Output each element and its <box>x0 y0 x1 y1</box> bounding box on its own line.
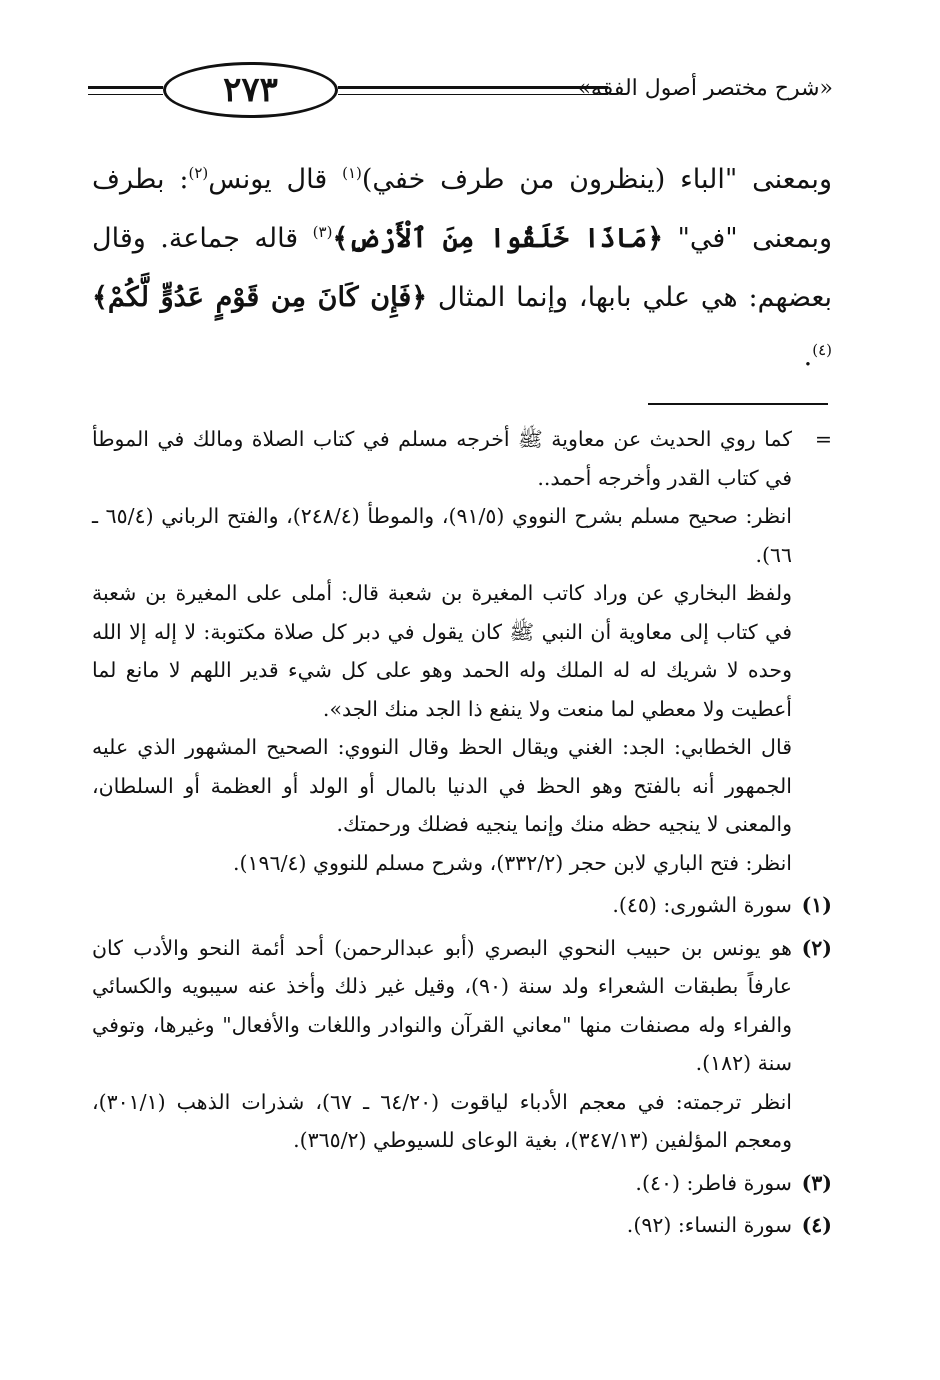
footnote-2 <box>92 929 832 1160</box>
continuation-mark: = <box>814 427 832 451</box>
footnote-number: (٢) <box>801 935 832 960</box>
page-number: ٢٧٣ <box>163 62 338 118</box>
header-rule-right <box>338 86 608 89</box>
footnote-body <box>92 420 792 882</box>
text-run: : بطرف وبمعنى "في" <box>92 164 832 254</box>
footnote-body: سورة فاطر: (٤٠). <box>635 1170 792 1195</box>
running-title: «شرح مختصر أصول الفقه» <box>577 76 833 101</box>
footnote-paragraph: انظر: فتح الباري لابن حجر (٣٣٢/٢)، وشرح مسلم للنووي (١٩٦/٤). <box>233 850 792 875</box>
footnote-body: سورة النساء: (٩٢). <box>626 1213 792 1237</box>
main-paragraph <box>92 150 832 386</box>
page-header <box>88 62 833 122</box>
footnote-paragraph: انظر ترجمته: في معجم الأدباء لياقوت (٦٤/٢٠ ـ ٦٧)، شذرات الذهب (٣٠١/١)، ومعجم المؤلفين (٣٤٧/١٣)، بغية الوعاى للسيوطي (٣٦٥/٢). <box>92 1089 792 1152</box>
quran-verse: ﴿فَإِن كَانَ مِن قَوْمٍ عَدُوٍّ لَّكُمْ﴾ <box>92 282 428 313</box>
footnote-paragraph: كما روي الحديث عن معاوية ﷺ أخرجه مسلم في كتاب الصلاة ومالك في الموطأ في كتاب القدر وأخرجه أحمد.. <box>92 427 792 490</box>
footnote-paragraph: هو يونس بن حبيب النحوي البصري (أبو عبدالرحمن) أحد أئمة النحو والأدب كان عارفاً بطبقات الشعراء ولد سنة (٩٠)، وقيل غير ذلك وأخذ عنه سيبويه والكسائي والفراء وله مصنفات منها "معاني القرآن والنوادر واللغات والأفعال" وغيرها، وتوفي سنة (١٨٢). <box>92 935 792 1075</box>
header-rule-left-thin <box>88 94 163 95</box>
text-run: . <box>803 341 813 372</box>
footnote-paragraph: انظر: صحيح مسلم بشرح النووي (٩١/٥)، والموطأ (٢٤٨/٤)، والفتح الرباني (٦٥/٤ ـ ٦٦). <box>92 504 792 567</box>
footnote-number: (٤) <box>801 1213 832 1237</box>
main-text <box>92 150 832 386</box>
footnote-paragraph: ولفظ البخاري عن وراد كاتب المغيرة بن شعبة قال: أملى على المغيرة بن شعبة في كتاب إلى معاوية أن النبي ﷺ كان يقول في دبر كل صلاة مكتوبة: لا إله إلا الله وحده لا شريك له له الملك وله الحمد وهو على كل شيء قدير اللهم لا مانع لما أعطيت ولا معطي لما منعت ولا ينفع ذا الجد منك الجد». <box>92 581 792 721</box>
footnote-4 <box>92 1206 832 1245</box>
header-rule-left <box>88 86 163 89</box>
footnote-3 <box>92 1164 832 1203</box>
text-run: قاله جماعة. وقال بعضهم: هي علي بابها، وإنما المثال <box>92 223 832 313</box>
footnote-ref-4: (٤) <box>812 341 832 359</box>
quran-verse: ﴿مَاذَا خَلَقُوا مِنَ ٱلْأَرْضِ﴾ <box>332 223 664 254</box>
footnotes <box>92 420 832 1249</box>
footnote-ref-2: (٢) <box>188 164 209 182</box>
footnote-body <box>92 929 792 1160</box>
footnote-paragraph: قال الخطابي: الجد: الغني ويقال الحظ وقال النووي: الصحيح المشهور الذي عليه الجمهور أنه بالفتح وهو الحظ في الدنيا بالمال أو الولد أو العظمة أو السلطان، والمعنى لا ينجيه حظه منك وإنما ينجيه فضلك ورحمتك. <box>92 735 792 836</box>
footnote-body: سورة الشورى: (٤٥). <box>612 893 792 917</box>
footnote-number: (١) <box>801 893 832 917</box>
header-rule-right-thin <box>338 94 608 95</box>
footnote-separator <box>648 403 828 405</box>
text-run: قال يونس <box>208 164 343 195</box>
footnote-number: (٣) <box>801 1170 832 1195</box>
footnote-ref-1: (١) <box>342 164 362 182</box>
footnote-continuation <box>92 420 832 882</box>
footnote-1 <box>92 886 832 925</box>
footnote-ref-3: (٣) <box>312 223 333 241</box>
text-run: وبمعنى "الباء (ينظرون من طرف خفي) <box>361 164 832 195</box>
